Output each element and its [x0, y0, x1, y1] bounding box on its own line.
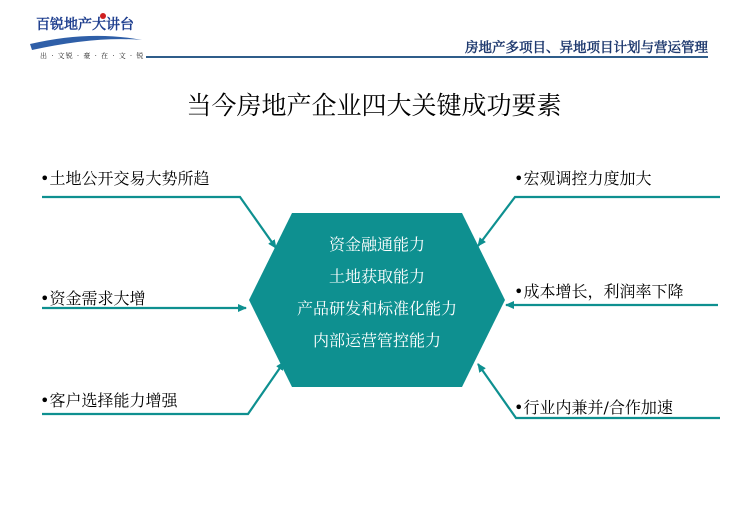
left-factor-customer-choice: •客户选择能力增强 [40, 391, 178, 410]
slide-title: 当今房地产企业四大关键成功要素 [186, 91, 562, 120]
right-factor-cost-growth: •成本增长，利润率下降 [514, 282, 684, 301]
key-factor-land-acquisition: 土地获取能力 [328, 267, 425, 286]
left-top-connector [42, 197, 276, 248]
logo-tagline: 出 · 文锐 · 豪 · 在 · 文 · 锐 [40, 52, 145, 60]
header-divider [146, 56, 708, 58]
logo-swoosh-icon [30, 36, 142, 50]
right-factor-macro-control: •宏观调控力度加大 [514, 169, 652, 188]
key-factor-operations-control: 内部运营管控能力 [312, 331, 441, 350]
left-factor-capital-demand: •资金需求大增 [40, 289, 146, 308]
right-top-connector [478, 197, 720, 246]
key-factor-product-rd: 产品研发和标准化能力 [296, 299, 457, 318]
right-factor-industry-merger: •行业内兼并/合作加速 [514, 398, 673, 417]
key-factor-financing: 资金融通能力 [328, 235, 425, 254]
logo-text: 百锐地产大讲台 [36, 17, 134, 33]
left-factor-land-trading: •土地公开交易大势所趋 [40, 169, 210, 188]
section-title: 房地产多项目、异地项目计划与营运管理 [465, 40, 708, 56]
